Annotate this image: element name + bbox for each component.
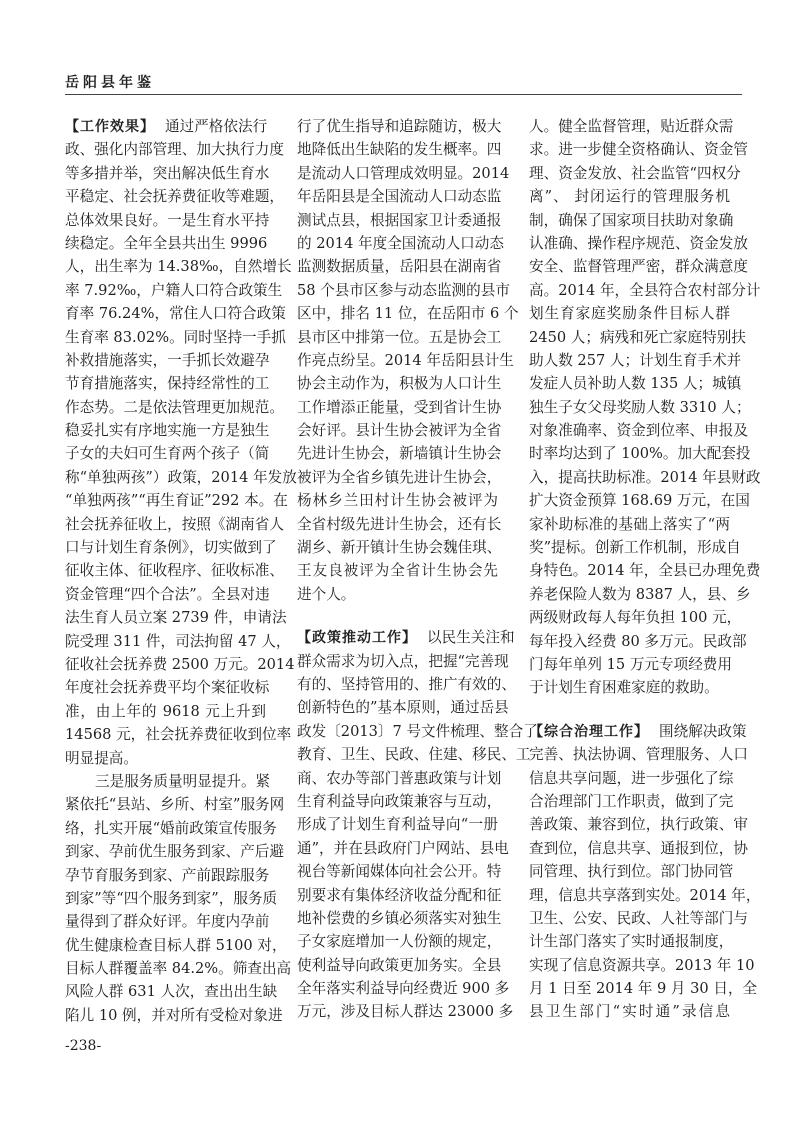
- text-line: 全年落实利益导向经费近 900 多: [297, 980, 510, 998]
- text-line: 信息共享问题，进一步强化了综: [529, 769, 734, 787]
- text-line: 时率均达到了 100%。加大配套投: [529, 445, 751, 463]
- text-line: 两级财政每人每年负担 100 元，: [529, 609, 742, 627]
- text-line: 杨林乡兰田村计生协会被评为: [297, 492, 498, 510]
- text-line: 独生子女父母奖励人数 3310 人；: [529, 398, 751, 416]
- text-line: 完善、执法协调、管理服务、人口: [529, 746, 748, 764]
- text-line: [297, 626, 515, 649]
- text-line: 年度社会抚养费平均个案征收标: [65, 679, 270, 697]
- text-line: 同管理、执行到位。部门协同管: [529, 863, 734, 881]
- text-line: 征收主体、征收程序、征收标准、: [65, 562, 284, 580]
- text-line: 离”、 封闭运行的管理服务机: [529, 188, 730, 206]
- text-line: 资金管理“四个合法”。全县对违: [65, 585, 270, 603]
- text-line: 协会主动作为，积极为人口计生: [297, 375, 502, 393]
- text-line: 每年投入经费 80 多万元。民政部: [529, 632, 747, 650]
- text-line: 善政策、兼容到位，执行政策、审: [529, 816, 748, 834]
- text-line: 查到位，信息共享、通报到位，协: [529, 839, 748, 857]
- paragraph: [297, 115, 519, 606]
- text-line: 高。2014 年，全县符合农村部分计: [529, 281, 761, 299]
- text-line: 地降低出生缺陷的发生概率。四: [297, 141, 502, 159]
- text-line: 院受理 311 件，司法拘留 47 人，: [65, 632, 291, 650]
- line-text: 通过严格依法行: [165, 118, 268, 135]
- text-line: 监测数据质量，岳阳县在湖南省: [297, 258, 502, 276]
- text-line: 子女家庭增加一人份额的规定，: [297, 933, 502, 951]
- text-line: 先进计生协会，新墙镇计生协会: [297, 445, 502, 463]
- text-line: 县卫生部门“实时通”录信息: [529, 1003, 730, 1021]
- text-line: 身特色。2014 年，全县已办理免费: [529, 562, 761, 580]
- text-column-1: [65, 115, 297, 1027]
- text-line: 划生育家庭奖励条件目标人群: [529, 305, 730, 323]
- text-line: 对象准确率、资金到位率、申报及: [529, 422, 748, 440]
- text-line: 平稳定、社会抚养费征收等难题，: [65, 188, 284, 206]
- text-line: 目标人群覆盖率 84.2%。筛查出高: [65, 960, 292, 978]
- text-line: 2450 人；病残和死亡家庭特别扶: [529, 328, 746, 346]
- text-line: 门每年单列 15 万元专项经费用: [529, 655, 732, 673]
- text-line: 卫生、公安、民政、人社等部门与: [529, 909, 748, 927]
- section-paragraph: [297, 626, 538, 1024]
- text-line: 商、农办等部门普惠政策与计划: [297, 769, 502, 787]
- text-line: 计生部门落实了实时通报制度，: [529, 933, 734, 951]
- text-line: 量得到了群众好评。年度内孕前: [65, 913, 270, 931]
- text-line: 育率 76.24%，常住人口符合政策: [65, 305, 286, 323]
- text-line: 生育利益导向政策兼容与互动，: [297, 792, 502, 810]
- text-column-2: [297, 115, 538, 1024]
- text-line: 认准确、操作程序规范、资金发放: [529, 234, 748, 252]
- text-line: 征收社会抚养费 2500 万元。2014: [65, 655, 295, 673]
- text-line: 到家”等“四个服务到家”，服务质: [65, 889, 278, 907]
- text-line: 县市区中排第一位。五是协会工: [297, 328, 502, 346]
- text-line: 王友良被评为全省计生协会先: [297, 562, 498, 580]
- section-heading: 【政策推动工作】: [297, 630, 417, 647]
- text-line: 区中，排名 11 位，在岳阳市 6 个: [297, 305, 519, 323]
- text-line: 政、强化内部管理、加大执行力度: [65, 141, 284, 159]
- text-line: [529, 720, 747, 743]
- text-line: 群众需求为切入点，把握“完善现: [297, 652, 509, 670]
- text-line: 教育、卫生、民政、住建、移民、工: [297, 746, 531, 764]
- text-line: 14568 元，社会抚养费征收到位率: [65, 726, 292, 744]
- text-line: 使利益导向政策更加务实。全县: [297, 956, 502, 974]
- text-line: 求。进一步健全资格确认、资金管: [529, 141, 748, 159]
- text-line: 到家、孕前优生服务到家、产后避: [65, 843, 284, 861]
- text-line: 人，出生率为 14.38‰，自然增长: [65, 258, 292, 276]
- text-line: 创新特色的”基本原则，通过岳县: [297, 699, 509, 717]
- line-text: 围绕解决政策: [659, 722, 747, 740]
- text-line: 有的、坚持管用的、推广有效的、: [297, 675, 516, 693]
- text-line: 入，提高扶助标准。2014 年县财政: [529, 468, 761, 486]
- text-line: 续稳定。全年全县共出生 9996: [65, 234, 268, 252]
- text-line: 通”，并在县政府门户网站、县电: [297, 839, 509, 857]
- text-line: 络，扎实开展“婚前政策宣传服务: [65, 819, 277, 837]
- text-line: 政发〔2013〕7 号文件梳理、整合了: [297, 722, 538, 740]
- text-line: 法生育人员立案 2739 件，申请法: [65, 609, 287, 627]
- text-line: 扩大资金预算 168.69 万元，在国: [529, 492, 750, 510]
- text-line: 孕节育服务到家、产前跟踪服务: [65, 866, 270, 884]
- text-line: 人。健全监督管理，贴近群众需: [529, 118, 734, 135]
- text-line: 形成了计划生育利益导向“一册: [297, 816, 498, 834]
- text-line: 行了优生指导和追踪随访，极大: [297, 118, 502, 135]
- text-line: 稳妥扎实有序地实施一方是独生: [65, 422, 270, 440]
- text-line: 合治理部门工作职责，做到了完: [529, 792, 734, 810]
- text-line: 总体效果良好。一是生育水平持: [65, 211, 270, 229]
- text-line: 安全、监督管理严密，群众满意度: [529, 258, 748, 276]
- text-line: 别要求有集体经济收益分配和征: [297, 886, 502, 904]
- text-line: 年岳阳县是全国流动人口动态监: [297, 188, 502, 206]
- header-rule: [65, 94, 742, 95]
- text-line: 子女的夫妇可生育两个孩子（简: [65, 445, 270, 463]
- section-heading: 【工作效果】: [65, 119, 155, 135]
- text-line: 生育率 83.02%。同时坚持一手抓: [65, 328, 286, 346]
- text-line: 助人数 257 人；计划生育手术并: [529, 351, 742, 369]
- text-line: 风险人群 631 人次，查出出生缺: [65, 983, 278, 1001]
- running-header-title: 岳阳县年鉴: [65, 75, 155, 91]
- text-line: 社会抚养征收上，按照《湖南省人: [65, 515, 284, 533]
- text-line: 紧依托“县站、乡所、村室”服务网: [65, 796, 285, 814]
- text-line: 实现了信息资源共享。2013 年 10: [529, 956, 755, 974]
- section-paragraph: [65, 115, 297, 770]
- text-line: 优生健康检查目标人群 5100 对，: [65, 936, 287, 954]
- text-line: 口与计划生育条例》，切实做到了: [65, 539, 277, 557]
- text-line: 理、资金发放、社会监管“四权分: [529, 164, 741, 182]
- paragraph: [65, 770, 292, 1027]
- text-line: 58 个县市区参与动态监测的县市: [297, 281, 510, 299]
- text-line: 是流动人口管理成效明显。2014: [297, 164, 510, 182]
- text-line: [65, 115, 266, 138]
- text-line: 家补助标准的基础上落实了“两: [529, 515, 730, 533]
- text-line: 补救措施落实，一手抓长效避孕: [65, 351, 270, 369]
- line-text: 以民生关注和: [427, 629, 515, 647]
- text-line: 的 2014 年度全国流动人口动态: [297, 234, 504, 252]
- text-line: 明显提高。: [65, 749, 138, 767]
- text-line: 被评为全省乡镇先进计生协会，: [297, 468, 502, 486]
- text-line: 全省村级先进计生协会，还有长: [297, 515, 502, 533]
- section-heading: 【综合治理工作】: [529, 723, 649, 740]
- text-line: 节育措施落实，保持经常性的工: [65, 375, 270, 393]
- text-line: 万元，涉及目标人群达 23000 多: [297, 1003, 514, 1021]
- text-line: 三是服务质量明显提升。紧: [95, 772, 271, 790]
- text-line: 进个人。: [297, 585, 356, 603]
- text-line: 工作增添正能量，受到省计生协: [297, 398, 502, 416]
- page-number: -238-: [65, 1038, 102, 1054]
- text-line: 理，信息共享落到实处。2014 年，: [529, 886, 761, 904]
- paragraph: [529, 115, 761, 700]
- text-line: 地补偿费的乡镇必须落实对独生: [297, 909, 502, 927]
- text-line: 于计划生育困难家庭的救助。: [529, 679, 719, 697]
- text-line: 湖乡、新开镇计生协会魏佳琪、: [297, 539, 502, 557]
- text-line: 视台等新闻媒体向社会公开。特: [297, 863, 502, 881]
- text-line: 率 7.92‰，户籍人口符合政策生: [65, 281, 283, 299]
- text-line: 养老保险人数为 8387 人，县、乡: [529, 585, 751, 603]
- text-line: “单独两孩”“再生育证”292 本。在: [65, 492, 288, 510]
- text-line: 测试点县，根据国家卫计委通报: [297, 211, 502, 229]
- text-column-3: [529, 115, 761, 1024]
- text-line: 会好评。县计生协会被评为全省: [297, 422, 502, 440]
- text-line: 作亮点纷呈。2014 年岳阳县计生: [297, 351, 514, 369]
- text-line: 月 1 日至 2014 年 9 月 30 日，全: [529, 980, 758, 998]
- text-line: 称“单独两孩”）政策，2014 年发放: [65, 468, 297, 486]
- text-line: 奖”提标。创新工作机制，形成自: [529, 539, 741, 557]
- text-line: 作态势。二是依法管理更加规范。: [65, 398, 284, 416]
- text-line: 陷儿 10 例，并对所有受检对象进: [65, 1006, 283, 1024]
- text-line: 发症人员补助人数 135 人；城镇: [529, 375, 742, 393]
- text-line: 制，确保了国家项目扶助对象确: [529, 211, 734, 229]
- text-line: 等多措并举，突出解决低生育水: [65, 164, 270, 182]
- section-paragraph: [529, 720, 761, 1024]
- text-line: 准，由上年的 9618 元上升到: [65, 702, 266, 720]
